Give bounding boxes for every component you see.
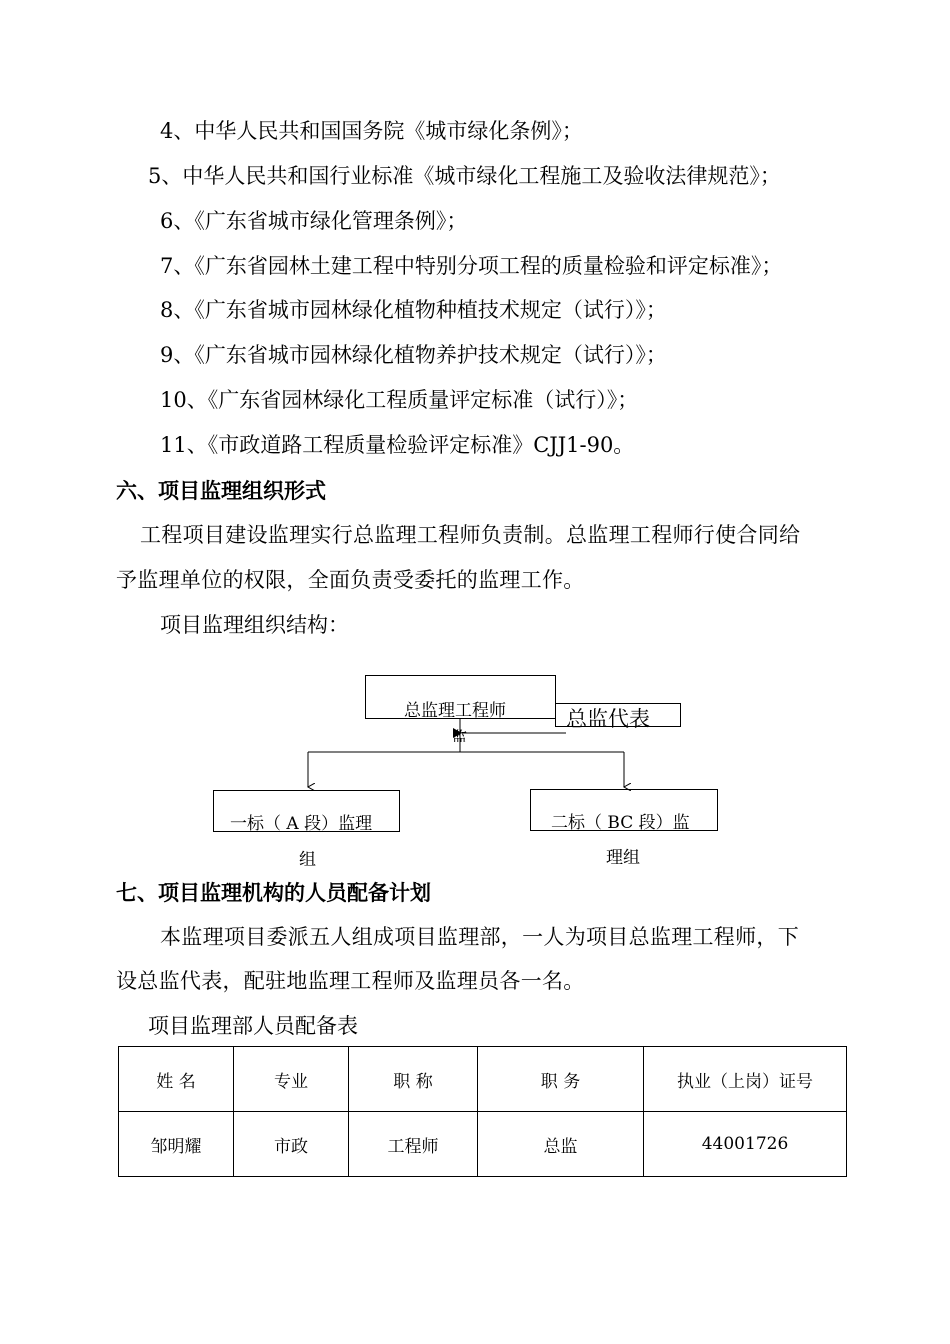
deputy-box bbox=[555, 703, 681, 731]
table-cell: 总监 bbox=[478, 1112, 644, 1177]
table-cell: 邹明耀 bbox=[119, 1112, 234, 1177]
chief-supervisor-box bbox=[365, 675, 556, 719]
header-cell: 职 务 bbox=[478, 1047, 644, 1112]
table-cell: 市政 bbox=[234, 1112, 349, 1177]
stray-char: 监 bbox=[452, 728, 468, 742]
table-header-row bbox=[119, 1047, 847, 1112]
org-structure-label: 项目监理组织结构： bbox=[160, 613, 349, 637]
list-item: 10、《广东省园林绿化工程质量评定标准（试行）》； bbox=[160, 388, 639, 412]
box-overflow-text: 组 bbox=[299, 850, 316, 870]
box-label: 总监理工程师 bbox=[404, 701, 506, 721]
list-item: 5、中华人民共和国行业标准《城市绿化工程施工及验收法律规范》； bbox=[148, 164, 781, 188]
section-bc-box bbox=[530, 789, 718, 831]
paragraph-line: 本监理项目委派五人组成项目监理部，一人为项目总监理工程师，下 bbox=[160, 925, 799, 949]
paragraph-line: 予监理单位的权限，全面负责受委托的监理工作。 bbox=[116, 568, 585, 592]
list-item: 8、《广东省城市园林绿化植物种植技术规定（试行）》； bbox=[160, 298, 667, 322]
box-label: 总监代表 bbox=[566, 707, 650, 731]
table-cell: 44001726 bbox=[644, 1112, 847, 1177]
header-cell: 专业 bbox=[234, 1047, 349, 1112]
paragraph-line: 工程项目建设监理实行总监理工程师负责制。总监理工程师行使合同给 bbox=[140, 523, 801, 547]
list-item: 11、《市政道路工程质量检验评定标准》CJJ1-90。 bbox=[160, 433, 635, 457]
table-row bbox=[119, 1112, 847, 1177]
box-overflow-text: 理组 bbox=[606, 848, 640, 868]
list-item: 6、《广东省城市绿化管理条例》； bbox=[160, 209, 468, 233]
list-item: 9、《广东省城市园林绿化植物养护技术规定（试行）》； bbox=[160, 343, 667, 367]
list-item: 4、中华人民共和国国务院《城市绿化条例》； bbox=[160, 119, 583, 143]
section-a-box bbox=[213, 790, 400, 832]
list-item: 7、《广东省园林土建工程中特别分项工程的质量检验和评定标准》； bbox=[160, 254, 783, 278]
header-cell: 执业（上岗）证号 bbox=[644, 1047, 847, 1112]
box-label: 二标（ BC 段）监 bbox=[551, 813, 690, 833]
staff-table bbox=[118, 1046, 847, 1177]
table-cell: 工程师 bbox=[349, 1112, 478, 1177]
section-heading: 七、项目监理机构的人员配备计划 bbox=[116, 880, 431, 905]
table-caption: 项目监理部人员配备表 bbox=[148, 1014, 358, 1038]
paragraph-line: 设总监代表，配驻地监理工程师及监理员各一名。 bbox=[116, 969, 585, 993]
box-label: 一标（ A 段）监理 bbox=[230, 814, 373, 834]
header-cell: 职 称 bbox=[349, 1047, 478, 1112]
header-cell: 姓 名 bbox=[119, 1047, 234, 1112]
section-heading: 六、项目监理组织形式 bbox=[116, 478, 326, 503]
